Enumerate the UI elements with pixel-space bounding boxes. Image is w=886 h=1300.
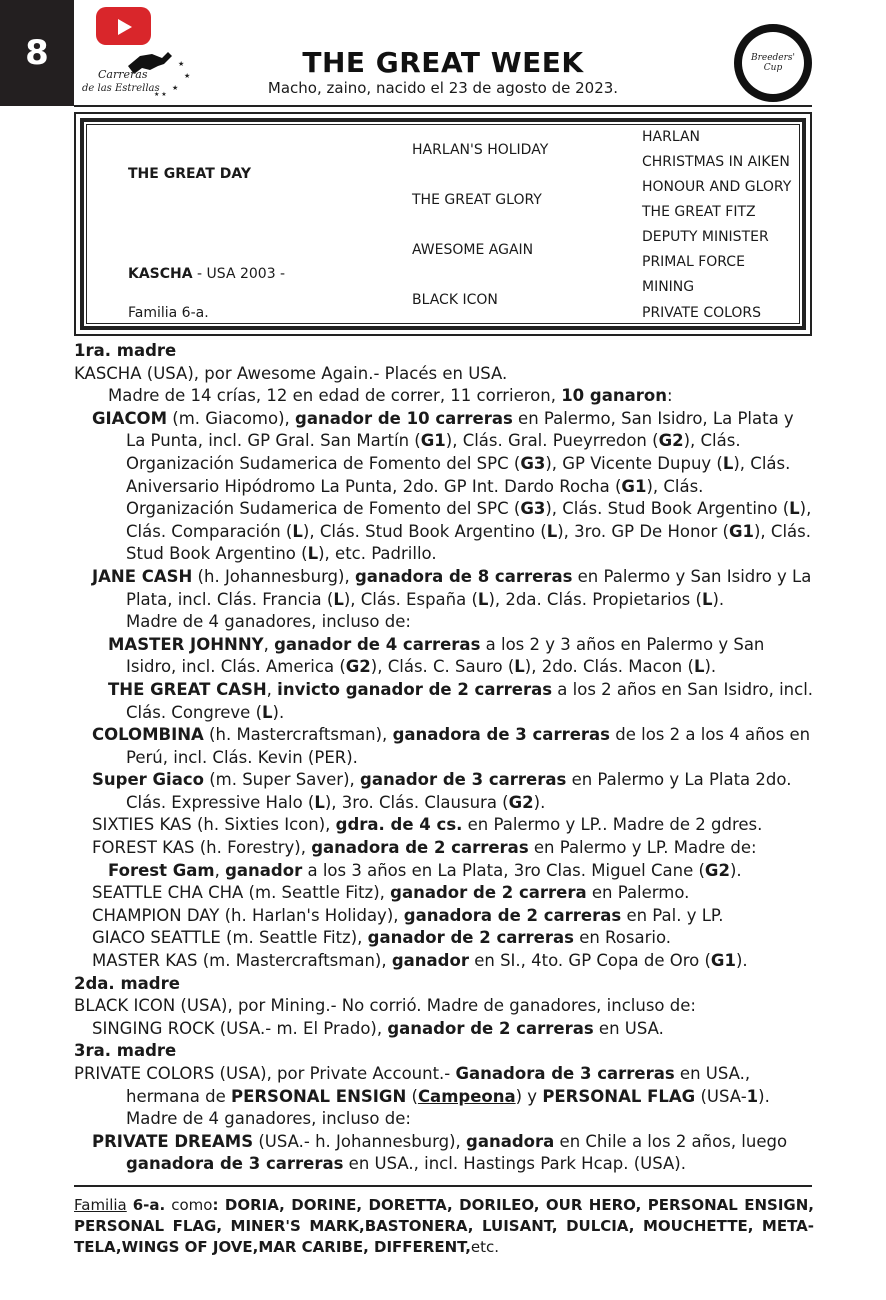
svg-text:★ ★: ★ ★ <box>154 91 167 98</box>
produce-entry: SEATTLE CHA CHA (m. Seattle Fitz), ganador de 2 carrera en Palermo. <box>92 883 690 903</box>
first-dam-intro: KASCHA (USA), por Awesome Again.- Placés en USA. <box>74 363 508 383</box>
produce-entry: MASTER KAS (m. Mastercraftsman), ganador en SI., 4to. GP Copa de Oro (G1). <box>92 951 748 971</box>
produce-entry: Super Giaco (m. Super Saver), ganador de 3 carreras en Palermo y La Plata 2do. Clás. Expressive Halo (L), 3ro. Clás. Clausura (G2). <box>92 770 792 812</box>
youtube-icon[interactable] <box>96 7 151 45</box>
second-dam-heading: 2da. madre <box>74 973 180 993</box>
svg-text:★: ★ <box>172 84 179 92</box>
produce-entry: JANE CASH (h. Johannesburg), ganadora de 8 carreras en Palermo y San Isidro y La Plata, incl. Clás. Francia (L), Clás. España (L), 2da. Clás. Propietarios (L). <box>92 566 812 609</box>
ancestor: HONOUR AND GLORY <box>642 179 792 195</box>
third-dam-intro: PRIVATE COLORS (USA), por Private Account.- Ganadora de 3 carreras en USA., hermana de PERSONAL ENSIGN (Campeona) y PERSONAL FLAG (USA-1). <box>74 1064 770 1106</box>
family-footer: Familia 6-a. como: DORIA, DORINE, DORETTA, DORILEO, OUR HERO, PERSONAL ENSIGN, PERSONAL FLAG, MINER'S MARK,BASTONERA, LUISANT, DULCIA, MOUCHETTE, META-TELA,WINGS OF JOVE,MAR CARIBE, DIFFERENT,etc. <box>74 1196 814 1256</box>
ancestor: HARLAN <box>642 129 701 145</box>
ancestor: PRIVATE COLORS <box>642 305 762 321</box>
page-title: THE GREAT WEEK <box>302 46 584 79</box>
produce-record <box>74 340 814 1176</box>
second-dam-intro: BLACK ICON (USA), por Mining.- No corrió. Madre de ganadores, incluso de: <box>74 996 696 1016</box>
produce-entry: MASTER JOHNNY, ganador de 4 carreras a los 2 y 3 años en Palermo y San Isidro, incl. Clás. America (G2), Clás. C. Sauro (L), 2do. Clás. Macon (L). <box>108 634 765 677</box>
ancestor: DEPUTY MINISTER <box>642 229 769 245</box>
first-dam-heading: 1ra. madre <box>74 341 177 360</box>
grandsire: HARLAN'S HOLIDAY <box>412 142 549 158</box>
damsire: AWESOME AGAIN <box>412 242 534 258</box>
produce-note: Madre de 4 ganadores, incluso de: <box>126 612 411 632</box>
produce-entry: PRIVATE DREAMS (USA.- h. Johannesburg), ganadora en Chile a los 2 años, luego ganadora de 3 carreras en USA., incl. Hastings Park Hcap. (USA). <box>92 1131 788 1174</box>
divider <box>74 105 812 107</box>
produce-entry: GIACO SEATTLE (m. Seattle Fitz), ganador de 2 carreras en Rosario. <box>92 928 671 948</box>
produce-entry: COLOMBINA (h. Mastercraftsman), ganadora de 3 carreras de los 2 a los 4 años en Perú, incl. Clás. Kevin (PER). <box>92 725 811 767</box>
produce-entry: GIACOM (m. Giacomo), ganador de 10 carreras en Palermo, San Isidro, La Plata y La Punta, incl. GP Gral. San Martín (G1), Clás. Gral. Pueyrredon (G2), Clás. Organización Sudamerica de Fomento del SPC (G3), GP Vicente Dupuy (L), Clás. Aniversario Hipódromo La Punta, 2do. GP Int. Dardo Rocha (G1), Clás. Organización Sudamerica de Fomento del SPC (G3), Clás. Stud Book Argentino (L), Clás. Comparación (L), Clás. Stud Book Argentino (L), 3ro. GP De Honor (G1), Clás. Stud Book Argentino (L), etc. Padrillo. <box>92 408 812 564</box>
produce-entry: THE GREAT CASH, invicto ganador de 2 carreras a los 2 años en San Isidro, incl. Clás. Congreve (L). <box>108 679 814 722</box>
ancestor: CHRISTMAS IN AIKEN <box>642 154 790 170</box>
dam-family: Familia 6-a. <box>128 305 209 321</box>
second-dam: BLACK ICON <box>412 292 498 308</box>
produce-entry: Forest Gam, ganador a los 3 años en La Plata, 3ro Clas. Miguel Cane (G2). <box>108 860 742 880</box>
svg-text:★: ★ <box>184 72 191 80</box>
svg-text:★: ★ <box>178 60 185 68</box>
sire: THE GREAT DAY <box>128 166 251 182</box>
dam: KASCHA - USA 2003 - <box>128 266 286 282</box>
first-dam-summary: Madre de 14 crías, 12 en edad de correr, 11 corrieron, 10 ganaron: <box>108 386 673 406</box>
ancestor: THE GREAT FITZ <box>642 204 756 220</box>
breeders-cup-seal: Breeders' Cup <box>734 24 812 102</box>
produce-entry: CHAMPION DAY (h. Harlan's Holiday), ganadora de 2 carreras en Pal. y LP. <box>92 905 724 925</box>
divider <box>74 1185 812 1187</box>
carreras-estrellas-logo: ★ ★ ★ ★ ★ Carreras de las Estrellas <box>80 48 195 100</box>
produce-entry: SINGING ROCK (USA.- m. El Prado), ganador de 2 carreras en USA. <box>92 1018 664 1038</box>
lot-number: 8 <box>0 0 74 106</box>
pedigree-table <box>74 112 812 336</box>
produce-entry: FOREST KAS (h. Forestry), ganadora de 2 carreras en Palermo y LP. Madre de: <box>92 838 757 858</box>
ancestor: MINING <box>642 279 695 295</box>
ancestor: PRIMAL FORCE <box>642 254 745 270</box>
third-dam-heading: 3ra. madre <box>74 1041 177 1061</box>
horse-description: Macho, zaino, nacido el 23 de agosto de 2023. <box>267 79 619 97</box>
produce-note: Madre de 4 ganadores, incluso de: <box>126 1109 411 1129</box>
granddam: THE GREAT GLORY <box>412 192 542 208</box>
produce-entry: SIXTIES KAS (h. Sixties Icon), gdra. de 4 cs. en Palermo y LP.. Madre de 2 gdres. <box>92 815 763 835</box>
